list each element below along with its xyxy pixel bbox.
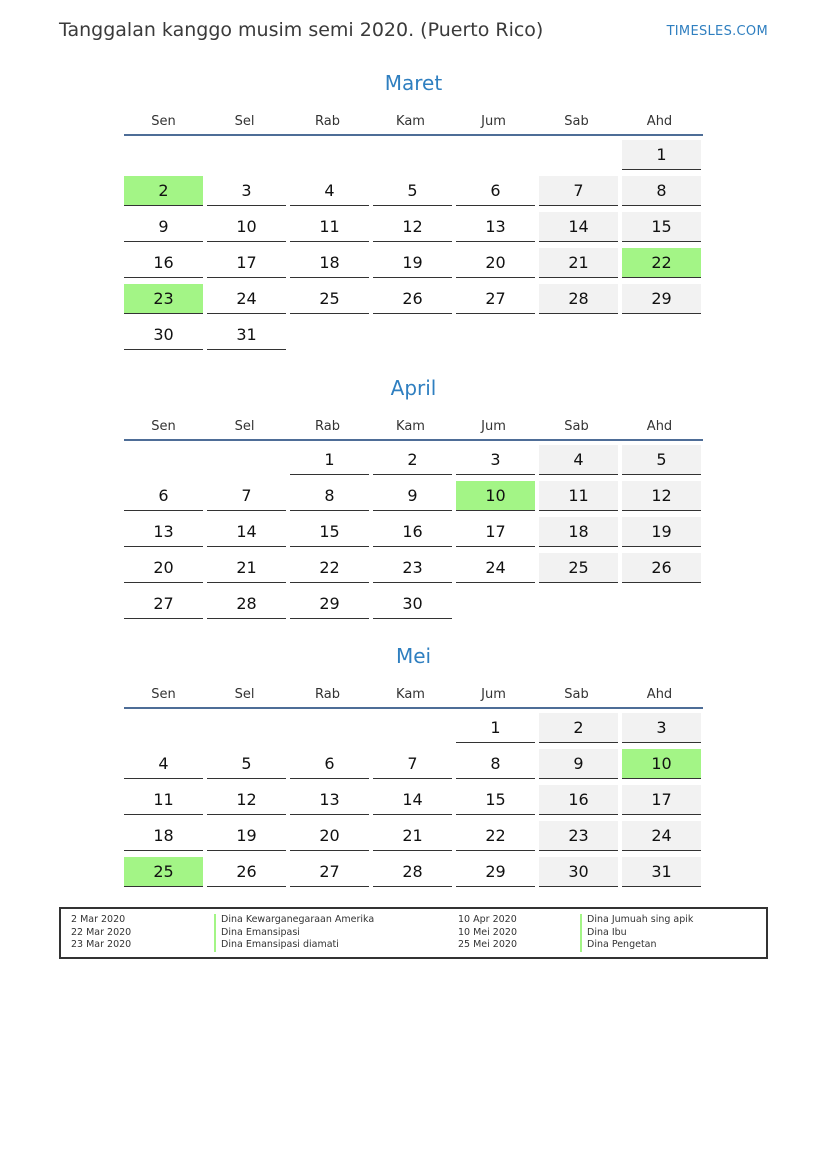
day-grid bbox=[124, 713, 703, 893]
day-cell: 22 bbox=[456, 821, 535, 851]
day-cell: 19 bbox=[373, 248, 452, 278]
month-march bbox=[124, 70, 703, 356]
day-cell: 6 bbox=[124, 481, 203, 511]
weekday-label: Jum bbox=[481, 419, 506, 434]
day-cell: 15 bbox=[622, 212, 701, 242]
day-cell: 13 bbox=[290, 785, 369, 815]
empty-cell bbox=[207, 140, 286, 170]
weekday-header bbox=[124, 417, 703, 441]
day-cell: 26 bbox=[207, 857, 286, 887]
day-cell: 3 bbox=[622, 713, 701, 743]
day-cell: 13 bbox=[456, 212, 535, 242]
day-cell: 3 bbox=[456, 445, 535, 475]
day-cell: 16 bbox=[373, 517, 452, 547]
legend-holiday-name: Dina Kewarganegaraan Amerika bbox=[214, 914, 374, 927]
day-cell: 5 bbox=[207, 749, 286, 779]
legend-date: 10 Mei 2020 bbox=[458, 926, 517, 938]
day-cell: 21 bbox=[539, 248, 618, 278]
day-cell: 18 bbox=[124, 821, 203, 851]
day-cell: 2 bbox=[373, 445, 452, 475]
holiday-day-cell: 10 bbox=[456, 481, 535, 511]
legend-right-names bbox=[580, 914, 693, 952]
empty-cell bbox=[207, 445, 286, 475]
day-cell: 14 bbox=[539, 212, 618, 242]
day-cell: 13 bbox=[124, 517, 203, 547]
day-cell: 31 bbox=[622, 857, 701, 887]
day-cell: 9 bbox=[124, 212, 203, 242]
day-cell: 16 bbox=[539, 785, 618, 815]
weekday-label: Sen bbox=[151, 114, 176, 129]
day-cell: 5 bbox=[622, 445, 701, 475]
day-cell: 9 bbox=[373, 481, 452, 511]
day-cell: 30 bbox=[124, 320, 203, 350]
weekday-label: Rab bbox=[315, 419, 340, 434]
day-cell: 12 bbox=[207, 785, 286, 815]
day-cell: 28 bbox=[539, 284, 618, 314]
day-cell: 30 bbox=[373, 589, 452, 619]
day-cell: 18 bbox=[539, 517, 618, 547]
day-cell: 14 bbox=[373, 785, 452, 815]
weekday-header bbox=[124, 112, 703, 136]
day-cell: 5 bbox=[373, 176, 452, 206]
legend-date: 2 Mar 2020 bbox=[71, 914, 126, 925]
day-cell: 24 bbox=[456, 553, 535, 583]
day-cell: 29 bbox=[622, 284, 701, 314]
weekday-label: Sel bbox=[234, 419, 255, 434]
day-cell: 17 bbox=[622, 785, 701, 815]
day-cell: 11 bbox=[124, 785, 203, 815]
day-cell: 1 bbox=[456, 713, 535, 743]
weekday-label: Sab bbox=[564, 419, 589, 434]
legend-holiday-name: Dina Jumuah sing apik bbox=[580, 914, 693, 927]
month-title: April bbox=[390, 376, 437, 400]
weekday-label: Jum bbox=[481, 114, 506, 129]
brand-link[interactable]: TIMESLES.COM bbox=[666, 24, 768, 39]
day-cell: 30 bbox=[539, 857, 618, 887]
legend-holiday-name: Dina Emansipasi diamati bbox=[214, 939, 374, 952]
weekday-label: Rab bbox=[315, 687, 340, 702]
holiday-day-cell: 2 bbox=[124, 176, 203, 206]
empty-cell bbox=[539, 140, 618, 170]
day-cell: 4 bbox=[539, 445, 618, 475]
day-cell: 8 bbox=[622, 176, 701, 206]
weekday-header bbox=[124, 685, 703, 709]
day-cell: 15 bbox=[290, 517, 369, 547]
day-cell: 28 bbox=[373, 857, 452, 887]
month-april bbox=[124, 375, 703, 625]
day-grid bbox=[124, 140, 703, 356]
day-cell: 8 bbox=[290, 481, 369, 511]
day-cell: 3 bbox=[207, 176, 286, 206]
day-grid bbox=[124, 445, 703, 625]
day-cell: 7 bbox=[539, 176, 618, 206]
day-cell: 8 bbox=[456, 749, 535, 779]
empty-cell bbox=[290, 713, 369, 743]
weekday-label: Sen bbox=[151, 687, 176, 702]
day-cell: 24 bbox=[207, 284, 286, 314]
month-may bbox=[124, 643, 703, 893]
legend-date: 22 Mar 2020 bbox=[71, 926, 132, 938]
legend-left-dates bbox=[71, 914, 131, 952]
holiday-day-cell: 10 bbox=[622, 749, 701, 779]
empty-cell bbox=[124, 140, 203, 170]
day-cell: 27 bbox=[290, 857, 369, 887]
day-cell: 14 bbox=[207, 517, 286, 547]
day-cell: 10 bbox=[207, 212, 286, 242]
legend-date: 23 Mar 2020 bbox=[71, 939, 132, 950]
day-cell: 24 bbox=[622, 821, 701, 851]
day-cell: 6 bbox=[290, 749, 369, 779]
day-cell: 31 bbox=[207, 320, 286, 350]
day-cell: 19 bbox=[207, 821, 286, 851]
weekday-label: Sel bbox=[234, 114, 255, 129]
day-cell: 18 bbox=[290, 248, 369, 278]
day-cell: 7 bbox=[207, 481, 286, 511]
day-cell: 21 bbox=[373, 821, 452, 851]
day-cell: 26 bbox=[622, 553, 701, 583]
legend-left-names bbox=[214, 914, 374, 952]
day-cell: 4 bbox=[290, 176, 369, 206]
day-cell: 7 bbox=[373, 749, 452, 779]
weekday-label: Sab bbox=[564, 114, 589, 129]
holiday-day-cell: 22 bbox=[622, 248, 701, 278]
weekday-label: Ahd bbox=[646, 114, 673, 129]
day-cell: 27 bbox=[456, 284, 535, 314]
day-cell: 20 bbox=[124, 553, 203, 583]
weekday-label: Sab bbox=[564, 687, 589, 702]
legend-holiday-name: Dina Emansipasi bbox=[214, 927, 374, 940]
day-cell: 16 bbox=[124, 248, 203, 278]
day-cell: 29 bbox=[456, 857, 535, 887]
legend-holiday-name: Dina Ibu bbox=[580, 927, 693, 940]
weekday-label: Kam bbox=[396, 114, 425, 129]
weekday-label: Jum bbox=[481, 687, 506, 702]
legend-right-dates bbox=[458, 914, 517, 952]
day-cell: 12 bbox=[622, 481, 701, 511]
day-cell: 20 bbox=[456, 248, 535, 278]
day-cell: 1 bbox=[290, 445, 369, 475]
month-title: Mei bbox=[395, 644, 432, 668]
day-cell: 25 bbox=[539, 553, 618, 583]
day-cell: 11 bbox=[539, 481, 618, 511]
day-cell: 4 bbox=[124, 749, 203, 779]
day-cell: 29 bbox=[290, 589, 369, 619]
weekday-label: Rab bbox=[315, 114, 340, 129]
weekday-label: Kam bbox=[396, 687, 425, 702]
month-title: Maret bbox=[384, 71, 443, 95]
empty-cell bbox=[207, 713, 286, 743]
weekday-label: Sen bbox=[151, 419, 176, 434]
empty-cell bbox=[456, 140, 535, 170]
holiday-day-cell: 25 bbox=[124, 857, 203, 887]
weekday-label: Ahd bbox=[646, 419, 673, 434]
day-cell: 26 bbox=[373, 284, 452, 314]
legend-holiday-name: Dina Pengetan bbox=[580, 939, 693, 952]
day-cell: 9 bbox=[539, 749, 618, 779]
day-cell: 17 bbox=[207, 248, 286, 278]
legend-date: 25 Mei 2020 bbox=[458, 939, 517, 950]
day-cell: 21 bbox=[207, 553, 286, 583]
empty-cell bbox=[290, 140, 369, 170]
day-cell: 11 bbox=[290, 212, 369, 242]
empty-cell bbox=[373, 140, 452, 170]
day-cell: 22 bbox=[290, 553, 369, 583]
holiday-day-cell: 23 bbox=[124, 284, 203, 314]
weekday-label: Sel bbox=[234, 687, 255, 702]
empty-cell bbox=[124, 445, 203, 475]
day-cell: 12 bbox=[373, 212, 452, 242]
day-cell: 15 bbox=[456, 785, 535, 815]
day-cell: 6 bbox=[456, 176, 535, 206]
weekday-label: Ahd bbox=[646, 687, 673, 702]
day-cell: 19 bbox=[622, 517, 701, 547]
holiday-legend bbox=[59, 907, 768, 959]
weekday-label: Kam bbox=[396, 419, 425, 434]
empty-cell bbox=[373, 713, 452, 743]
day-cell: 25 bbox=[290, 284, 369, 314]
day-cell: 23 bbox=[539, 821, 618, 851]
day-cell: 1 bbox=[622, 140, 701, 170]
day-cell: 28 bbox=[207, 589, 286, 619]
page-title: Tanggalan kanggo musim semi 2020. (Puerto Rico) bbox=[59, 19, 544, 41]
day-cell: 17 bbox=[456, 517, 535, 547]
legend-date: 10 Apr 2020 bbox=[458, 914, 517, 925]
day-cell: 2 bbox=[539, 713, 618, 743]
day-cell: 27 bbox=[124, 589, 203, 619]
day-cell: 23 bbox=[373, 553, 452, 583]
empty-cell bbox=[124, 713, 203, 743]
day-cell: 20 bbox=[290, 821, 369, 851]
